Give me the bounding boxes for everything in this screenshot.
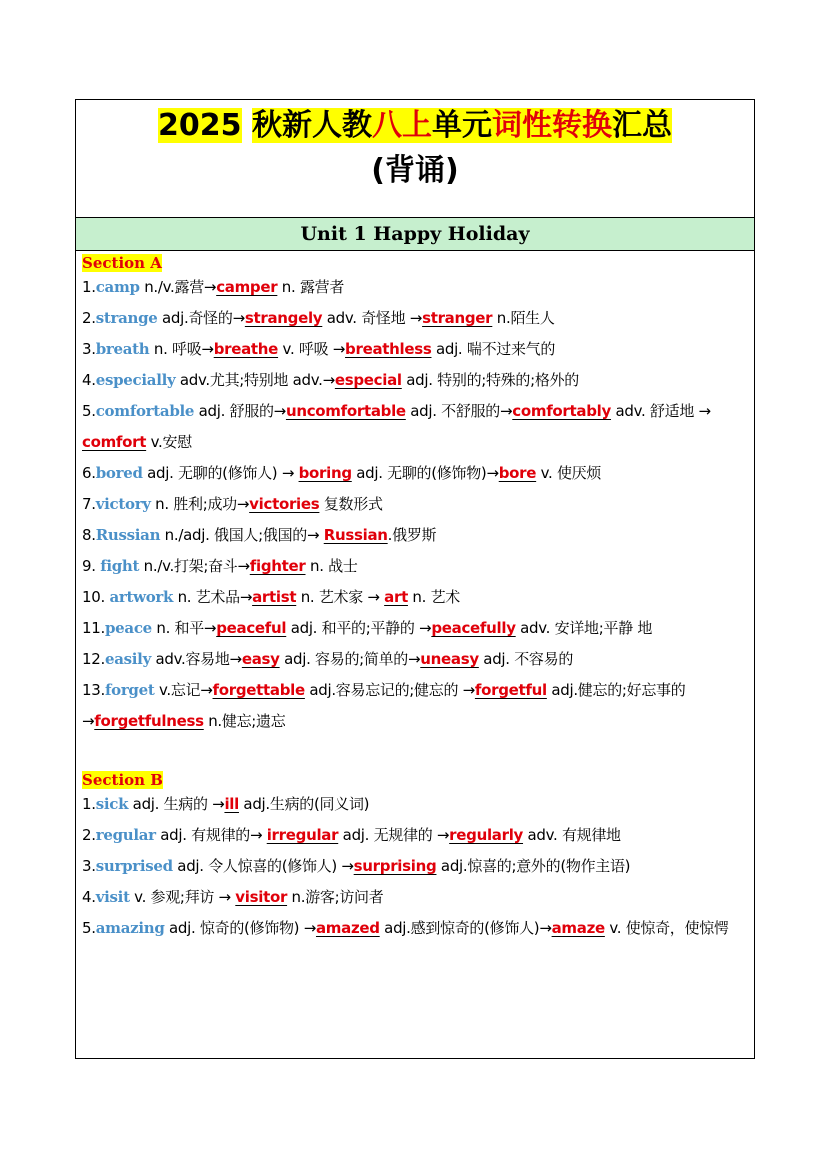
list-item	[82, 851, 754, 882]
item-number: 3.	[82, 857, 96, 875]
keyword: peace	[104, 619, 152, 637]
definition-text: adv.尤其;特别地 adv.→	[175, 371, 335, 389]
list-item	[82, 820, 754, 851]
keyword: forget	[104, 681, 155, 699]
keyword: artwork	[109, 588, 174, 606]
definition-text: n. 露营者	[277, 278, 345, 296]
keyword: bored	[95, 464, 143, 482]
answer-word: breathe	[213, 340, 279, 358]
answer-word: forgetfulness	[94, 712, 204, 730]
definition-text: adj. 有规律的→	[155, 826, 267, 844]
answer-word: uneasy	[420, 650, 479, 668]
definition-text: adv. 奇怪地 →	[322, 309, 423, 327]
definition-text: v. 使厌烦	[536, 464, 602, 482]
list-item	[82, 551, 754, 582]
list-item	[82, 613, 754, 644]
list-item	[82, 644, 754, 675]
answer-word: regularly	[449, 826, 524, 844]
item-number: 7.	[82, 495, 96, 513]
definition-text: n./v.露营→	[139, 278, 217, 296]
answer-word: uncomfortable	[285, 402, 406, 420]
keyword: amazing	[95, 919, 165, 937]
definition-text: adj. 惊奇的(修饰物) →	[164, 919, 316, 937]
definition-text: adv. 有规律地	[523, 826, 621, 844]
item-number: 4.	[82, 888, 96, 906]
definition-text: n.陌生人	[492, 309, 555, 327]
section-a-list	[82, 272, 754, 737]
section-b-label: Section B	[82, 771, 163, 789]
definition-text: n./adj. 俄国人;俄国的→	[160, 526, 324, 544]
keyword: visit	[95, 888, 130, 906]
answer-word: easy	[241, 650, 280, 668]
definition-text: adj. 容易的;简单的→	[279, 650, 421, 668]
definition-text: adj.奇怪的→	[157, 309, 245, 327]
title-part4: 词性转换	[491, 108, 612, 143]
definition-text: adj.健忘的;好忘事的 →	[82, 681, 686, 730]
definition-text: v. 呼吸 →	[278, 340, 346, 358]
answer-word: art	[384, 588, 408, 606]
definition-text: v. 参观;拜访 →	[129, 888, 236, 906]
page-subtitle: (背诵)	[371, 153, 459, 188]
definition-text: n. 呼吸→	[149, 340, 214, 358]
definition-text: n. 战士	[305, 557, 358, 575]
definition-text: n. 艺术家 →	[296, 588, 385, 606]
definition-text: adj.生病的(同义词)	[238, 795, 370, 813]
definition-text: adj. 无聊的(修饰人) →	[142, 464, 299, 482]
item-number: 1.	[82, 795, 96, 813]
definition-text: adj. 喘不过来气的	[431, 340, 556, 358]
keyword: Russian	[95, 526, 161, 544]
section-spacer	[82, 737, 754, 768]
title-part2: 八上	[371, 108, 432, 143]
list-item	[82, 789, 754, 820]
list-item	[82, 458, 754, 489]
definition-text: n.游客;访问者	[287, 888, 384, 906]
answer-word: fighter	[249, 557, 306, 575]
definition-text: adv.容易地→	[151, 650, 242, 668]
definition-text: adj.感到惊奇的(修饰人)→	[379, 919, 552, 937]
definition-text: adj. 和平的;平静的 →	[286, 619, 432, 637]
definition-text: n./v.打架;奋斗→	[139, 557, 250, 575]
definition-text: adj. 不容易的	[478, 650, 574, 668]
item-number: 9.	[82, 557, 101, 575]
list-item	[82, 882, 754, 913]
definition-text: adj. 生病的 →	[128, 795, 225, 813]
keyword: surprised	[95, 857, 173, 875]
item-number: 11.	[82, 619, 105, 637]
answer-word: amaze	[551, 919, 605, 937]
answer-word: forgetful	[474, 681, 547, 699]
content	[76, 253, 754, 944]
definition-text: v.安慰	[146, 433, 192, 451]
answer-word: breathless	[345, 340, 432, 358]
answer-word: comfort	[82, 433, 147, 451]
definition-text: adj. 无规律的 →	[338, 826, 450, 844]
definition-text: adj.惊喜的;意外的(物作主语)	[436, 857, 631, 875]
definition-text: adj. 不舒服的→	[405, 402, 513, 420]
answer-word: amazed	[315, 919, 380, 937]
list-item	[82, 520, 754, 551]
answer-word: forgettable	[212, 681, 305, 699]
answer-word: ill	[224, 795, 239, 813]
item-number: 8.	[82, 526, 96, 544]
item-number: 5.	[82, 919, 96, 937]
keyword: sick	[95, 795, 129, 813]
definition-text: n. 和平→	[151, 619, 217, 637]
item-number: 1.	[82, 278, 96, 296]
list-item	[82, 334, 754, 365]
item-number: 13.	[82, 681, 105, 699]
answer-word: peaceful	[216, 619, 287, 637]
answer-word: irregular	[266, 826, 339, 844]
list-item	[82, 396, 754, 458]
answer-word: comfortably	[512, 402, 611, 420]
definition-text: adj.容易忘记的;健忘的 →	[304, 681, 475, 699]
definition-text: n. 胜利;成功→	[150, 495, 250, 513]
item-number: 2.	[82, 309, 96, 327]
definition-text: n. 艺术	[407, 588, 460, 606]
definition-text: v.忘记→	[154, 681, 213, 699]
list-item	[82, 272, 754, 303]
list-item	[82, 675, 754, 737]
document-table	[75, 99, 755, 1059]
answer-word: stranger	[422, 309, 493, 327]
definition-text: adv. 安详地;平静 地	[515, 619, 653, 637]
section-a-label: Section A	[82, 254, 162, 272]
keyword: strange	[95, 309, 158, 327]
title-cell	[76, 100, 754, 218]
item-number: 10.	[82, 588, 110, 606]
definition-text: n. 艺术品→	[173, 588, 253, 606]
answer-word: visitor	[235, 888, 288, 906]
answer-word: camper	[216, 278, 278, 296]
page-title	[76, 100, 754, 145]
keyword: fight	[100, 557, 140, 575]
list-item	[82, 303, 754, 334]
definition-text: adv. 舒适地 →	[610, 402, 711, 420]
section-a-heading	[82, 253, 754, 272]
keyword: comfortable	[95, 402, 195, 420]
definition-text: adj. 无聊的(修饰物)→	[351, 464, 499, 482]
list-item	[82, 582, 754, 613]
answer-word: victories	[249, 495, 320, 513]
title-part3: 单元	[431, 108, 492, 143]
item-number: 3.	[82, 340, 96, 358]
item-number: 4.	[82, 371, 96, 389]
answer-word: artist	[252, 588, 297, 606]
answer-word: strangely	[244, 309, 323, 327]
list-item	[82, 365, 754, 396]
definition-text: n.健忘;遗忘	[203, 712, 286, 730]
unit-title: Unit 1 Happy Holiday	[76, 218, 754, 251]
keyword: victory	[95, 495, 151, 513]
answer-word: surprising	[353, 857, 437, 875]
keyword: camp	[95, 278, 140, 296]
keyword: especially	[95, 371, 176, 389]
definition-text: 复数形式	[319, 495, 383, 513]
title-year: 2025	[158, 108, 242, 143]
answer-word: especial	[334, 371, 402, 389]
title-part5: 汇总	[611, 108, 672, 143]
definition-text: .俄罗斯	[387, 526, 437, 544]
answer-word: boring	[298, 464, 352, 482]
list-item	[82, 489, 754, 520]
definition-text: adj. 特别的;特殊的;格外的	[401, 371, 579, 389]
section-b-list	[82, 789, 754, 944]
item-number: 5.	[82, 402, 96, 420]
definition-text: adj. 舒服的→	[194, 402, 286, 420]
item-number: 6.	[82, 464, 96, 482]
keyword: breath	[95, 340, 150, 358]
answer-word: peacefully	[431, 619, 516, 637]
list-item	[82, 913, 754, 944]
section-b-heading	[82, 770, 754, 789]
definition-text: adj. 令人惊喜的(修饰人) →	[172, 857, 354, 875]
answer-word: bore	[498, 464, 537, 482]
item-number: 12.	[82, 650, 105, 668]
title-part1: 秋新人教	[251, 108, 372, 143]
keyword: easily	[104, 650, 151, 668]
answer-word: Russian	[323, 526, 388, 544]
definition-text: v. 使惊奇，使惊愕	[604, 919, 729, 937]
keyword: regular	[95, 826, 156, 844]
item-number: 2.	[82, 826, 96, 844]
